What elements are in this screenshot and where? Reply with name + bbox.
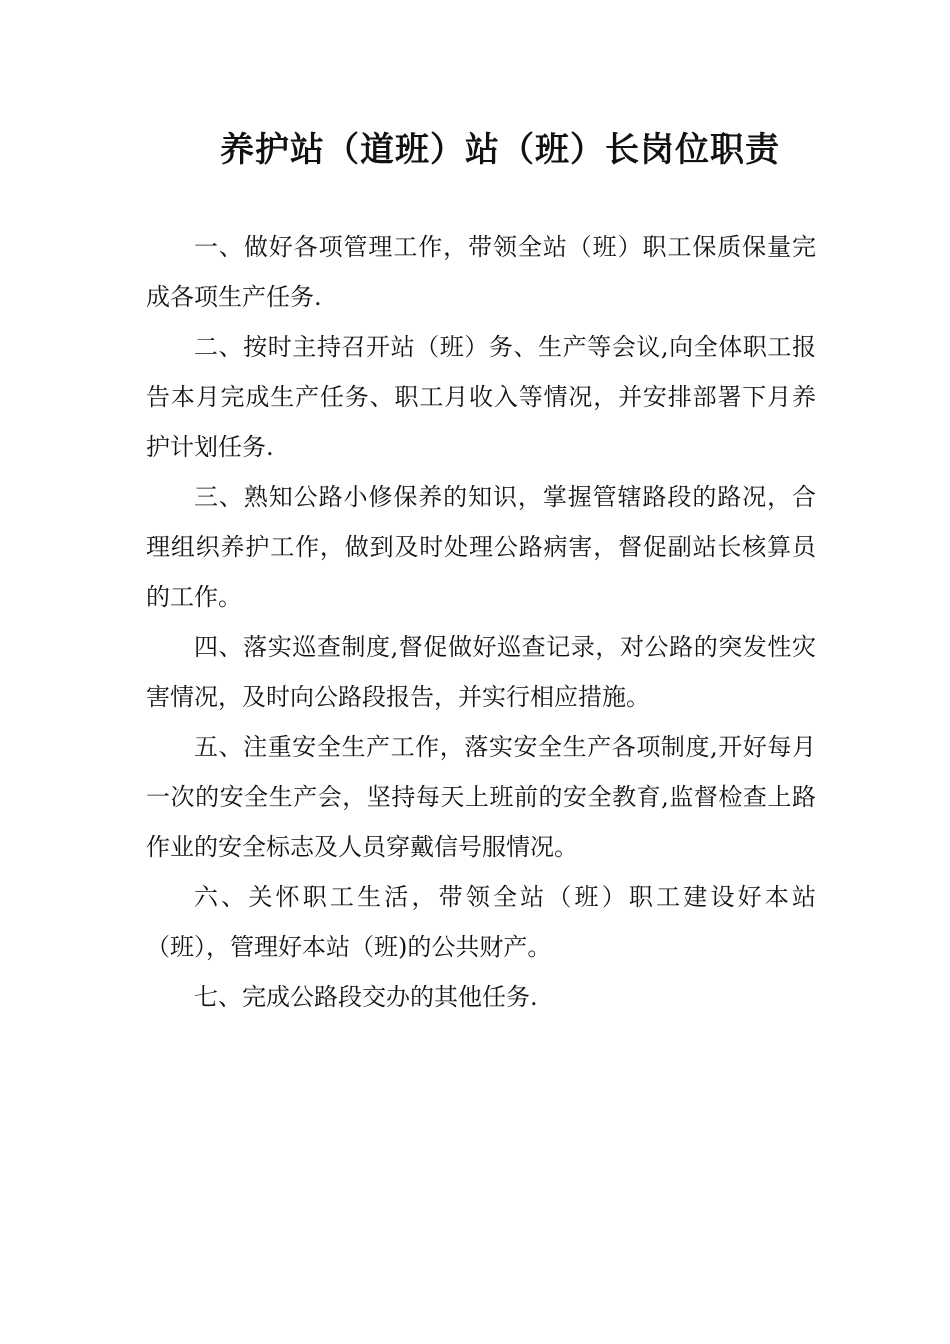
document-body xyxy=(146,222,816,1022)
duty-item-4: 四、落实巡查制度,督促做好巡查记录，对公路的突发性灾害情况，及时向公路段报告，并实行相应措施。 xyxy=(146,633,816,711)
duty-item-2: 二、按时主持召开站（班）务、生产等会议,向全体职工报告本月完成生产任务、职工月收入等情况，并安排部署下月养护计划任务. xyxy=(146,333,816,461)
duty-item-3: 三、熟知公路小修保养的知识，掌握管辖路段的路况，合理组织养护工作，做到及时处理公路病害，督促副站长核算员的工作。 xyxy=(146,483,816,611)
duty-item-1: 一、做好各项管理工作，带领全站（班）职工保质保量完成各项生产任务. xyxy=(146,233,816,311)
document-title: 养护站（道班）站（班）长岗位职责 xyxy=(220,130,780,170)
duty-item-7: 七、完成公路段交办的其他任务. xyxy=(194,983,538,1011)
duty-item-5: 五、注重安全生产工作，落实安全生产各项制度,开好每月一次的安全生产会，坚持每天上班前的安全教育,监督检查上路作业的安全标志及人员穿戴信号服情况。 xyxy=(146,733,816,861)
duty-item-6: 六、关怀职工生活，带领全站（班）职工建设好本站（班），管理好本站（班)的公共财产。 xyxy=(146,883,816,961)
